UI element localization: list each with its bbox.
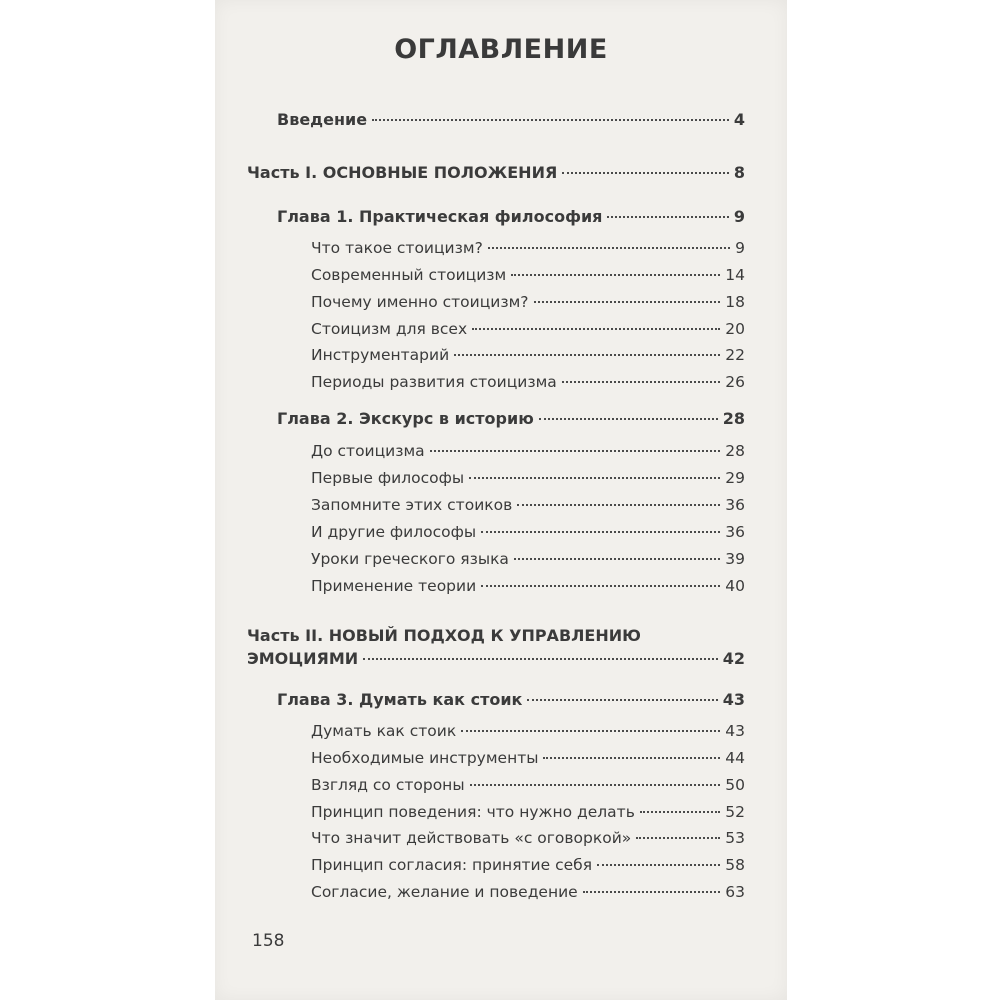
toc-entry-part-1: [247, 163, 745, 182]
toc-entry-page: 43: [725, 722, 745, 740]
toc-entry-section: [311, 856, 745, 874]
toc-entry-chapter-2: [277, 409, 745, 428]
dot-leader: [481, 585, 720, 587]
toc-entry-label: Глава 3. Думать как стоик: [277, 690, 523, 709]
toc-entry-section: [311, 239, 745, 257]
toc-entry-page: 42: [722, 649, 745, 668]
toc-entry-label: Что значит действовать «с оговоркой»: [311, 829, 632, 847]
dot-leader: [543, 757, 720, 759]
dot-leader: [488, 247, 730, 249]
dot-leader: [607, 216, 728, 218]
dot-leader: [470, 784, 721, 786]
toc-entry-page: 28: [722, 409, 745, 428]
toc-entry-section: [311, 883, 745, 901]
toc-entry-label: До стоицизма: [311, 442, 425, 460]
toc-entry-section: [311, 293, 745, 311]
dot-leader: [517, 504, 720, 506]
toc-entry-page: 20: [725, 320, 745, 338]
dot-leader: [511, 274, 720, 276]
toc-entry-section: [311, 577, 745, 595]
toc-entry-page: 8: [733, 163, 745, 182]
toc-entry-page: 29: [725, 469, 745, 487]
toc-entry-section: [311, 803, 745, 821]
dot-leader: [469, 477, 720, 479]
toc-entry-label: Необходимые инструменты: [311, 749, 539, 767]
toc-entry-section: [311, 523, 745, 541]
toc-entry-label: Принцип поведения: что нужно делать: [311, 803, 635, 821]
toc-entry-section: [311, 442, 745, 460]
toc-entry-label: Введение: [277, 110, 368, 129]
dot-leader: [527, 699, 717, 701]
toc-entry-page: 44: [725, 749, 745, 767]
dot-leader: [472, 328, 720, 330]
toc-entry-label: Запомните этих стоиков: [311, 496, 513, 514]
dot-leader: [372, 119, 729, 121]
toc-entry-chapter-3: [277, 690, 745, 709]
toc-entry-label: Принцип согласия: принятие себя: [311, 856, 593, 874]
toc-entry-label: Первые философы: [311, 469, 465, 487]
toc-entry-page: 26: [725, 373, 745, 391]
toc-entry-section: [311, 550, 745, 568]
toc-entry-label: Применение теории: [311, 577, 477, 595]
toc-entry-section: [311, 722, 745, 740]
toc-entry-label: И другие философы: [311, 523, 477, 541]
dot-leader: [430, 450, 721, 452]
toc-entry-page: 36: [725, 496, 745, 514]
toc-entry-page: 18: [725, 293, 745, 311]
dot-leader: [636, 837, 720, 839]
toc-entry-chapter-1: [277, 207, 745, 226]
toc-title: ОГЛАВЛЕНИЕ: [394, 34, 608, 65]
toc-entry-page: 50: [725, 776, 745, 794]
dot-leader: [461, 730, 720, 732]
toc-entry-page: 14: [725, 266, 745, 284]
toc-entry-label: Часть I. ОСНОВНЫЕ ПОЛОЖЕНИЯ: [247, 163, 558, 182]
toc-entry-section: [311, 373, 745, 391]
toc-entry-page: 28: [725, 442, 745, 460]
toc-entry-label: Думать как стоик: [311, 722, 457, 740]
toc-entry-section: [311, 829, 745, 847]
toc-entry-section: [311, 749, 745, 767]
toc-entry-page: 22: [725, 346, 745, 364]
dot-leader: [562, 381, 720, 383]
toc-entry-page: 58: [725, 856, 745, 874]
toc-entry-label: ЭМОЦИЯМИ: [247, 649, 359, 668]
toc-entry-page: 36: [725, 523, 745, 541]
toc-entry-label: Почему именно стоицизм?: [311, 293, 529, 311]
toc-entry-page: 63: [725, 883, 745, 901]
toc-entry-section: [311, 496, 745, 514]
book-page: [215, 0, 787, 1000]
dot-leader: [583, 891, 721, 893]
toc-entry-page: 53: [725, 829, 745, 847]
dot-leader: [514, 558, 720, 560]
toc-entry-page: 4: [733, 110, 745, 129]
toc-entry-label: Стоицизм для всех: [311, 320, 468, 338]
toc-entry-page: 43: [722, 690, 745, 709]
toc-entry-page: 40: [725, 577, 745, 595]
dot-leader: [454, 354, 720, 356]
toc-entry-section: [311, 776, 745, 794]
dot-leader: [539, 418, 718, 420]
dot-leader: [640, 811, 720, 813]
dot-leader: [534, 301, 721, 303]
toc-entry-section: [311, 469, 745, 487]
toc-entry-label: Периоды развития стоицизма: [311, 373, 557, 391]
toc-entry-section: [311, 320, 745, 338]
toc-entry-part-2: [247, 649, 745, 668]
toc-entry-page: 9: [733, 207, 745, 226]
toc-entry-page: 52: [725, 803, 745, 821]
toc-entry-label: Современный стоицизм: [311, 266, 507, 284]
toc-entry-label: Согласие, желание и поведение: [311, 883, 578, 901]
toc-entry-section: [311, 346, 745, 364]
dot-leader: [363, 658, 718, 660]
toc-entry-label: Взгляд со стороны: [311, 776, 465, 794]
dot-leader: [481, 531, 720, 533]
toc-entry-label: Уроки греческого языка: [311, 550, 509, 568]
toc-entry-part-2-line-1: Часть II. НОВЫЙ ПОДХОД К УПРАВЛЕНИЮ: [247, 626, 641, 645]
page-number: 158: [252, 931, 285, 951]
toc-entry-label: Глава 1. Практическая философия: [277, 207, 603, 226]
toc-entry-section: [311, 266, 745, 284]
toc-entry-intro: [277, 110, 745, 129]
toc-entry-label: Глава 2. Экскурс в историю: [277, 409, 534, 428]
toc-entry-label: Инструментарий: [311, 346, 450, 364]
toc-entry-label: Что такое стоицизм?: [311, 239, 483, 257]
toc-entry-page: 39: [725, 550, 745, 568]
dot-leader: [562, 172, 729, 174]
toc-entry-page: 9: [735, 239, 745, 257]
dot-leader: [597, 864, 720, 866]
